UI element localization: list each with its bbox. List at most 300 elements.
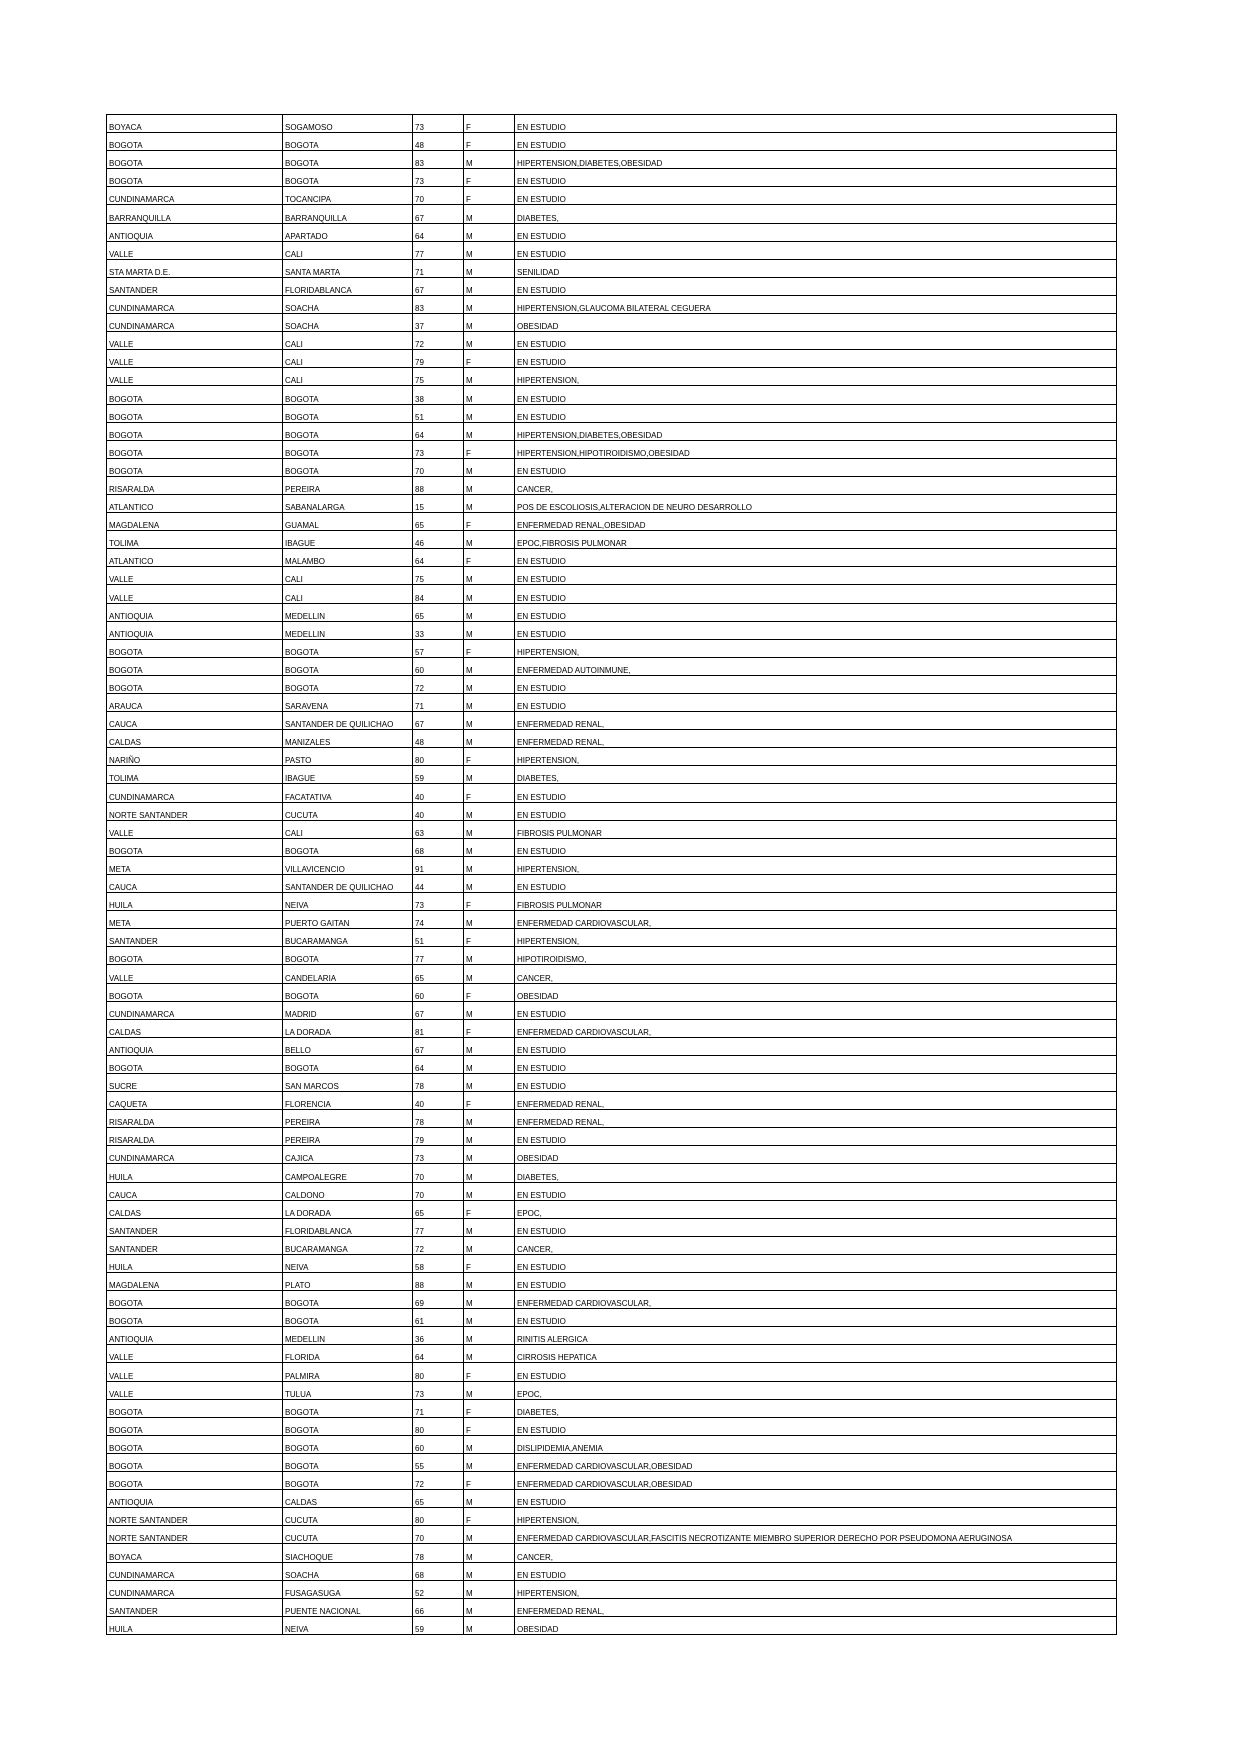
sex-cell: M xyxy=(464,476,515,494)
city-cell: BOGOTA xyxy=(283,1435,413,1453)
sex-cell: M xyxy=(464,1327,515,1345)
department-cell: BOGOTA xyxy=(107,169,283,187)
data-table xyxy=(106,114,1117,1635)
sex-cell: M xyxy=(464,1110,515,1128)
table-row xyxy=(107,513,1117,531)
age-cell: 40 xyxy=(413,802,464,820)
condition-cell: EN ESTUDIO xyxy=(515,1309,1117,1327)
city-cell: SOACHA xyxy=(283,314,413,332)
city-cell: CALDAS xyxy=(283,1490,413,1508)
sex-cell: M xyxy=(464,458,515,476)
department-cell: BOGOTA xyxy=(107,386,283,404)
city-cell: CALI xyxy=(283,585,413,603)
city-cell: SOACHA xyxy=(283,295,413,313)
condition-cell: DIABETES, xyxy=(515,205,1117,223)
condition-cell: EN ESTUDIO xyxy=(515,784,1117,802)
city-cell: BOGOTA xyxy=(283,838,413,856)
city-cell: CALDONO xyxy=(283,1182,413,1200)
age-cell: 73 xyxy=(413,893,464,911)
city-cell: CALI xyxy=(283,368,413,386)
table-row xyxy=(107,1399,1117,1417)
condition-cell: FIBROSIS PULMONAR xyxy=(515,820,1117,838)
department-cell: CAUCA xyxy=(107,874,283,892)
sex-cell: F xyxy=(464,1508,515,1526)
condition-cell: EN ESTUDIO xyxy=(515,223,1117,241)
age-cell: 52 xyxy=(413,1580,464,1598)
city-cell: SANTANDER DE QUILICHAO xyxy=(283,712,413,730)
age-cell: 36 xyxy=(413,1327,464,1345)
table-row xyxy=(107,1073,1117,1091)
age-cell: 44 xyxy=(413,874,464,892)
age-cell: 75 xyxy=(413,567,464,585)
sex-cell: M xyxy=(464,241,515,259)
sex-cell: M xyxy=(464,603,515,621)
department-cell: ATLANTICO xyxy=(107,494,283,512)
age-cell: 63 xyxy=(413,820,464,838)
city-cell: BOGOTA xyxy=(283,1472,413,1490)
table-row xyxy=(107,621,1117,639)
age-cell: 65 xyxy=(413,513,464,531)
table-row xyxy=(107,784,1117,802)
table-row xyxy=(107,1616,1117,1634)
sex-cell: M xyxy=(464,1291,515,1309)
city-cell: BOGOTA xyxy=(283,422,413,440)
table-row xyxy=(107,1200,1117,1218)
city-cell: PEREIRA xyxy=(283,1110,413,1128)
city-cell: PUENTE NACIONAL xyxy=(283,1598,413,1616)
sex-cell: M xyxy=(464,657,515,675)
sex-cell: M xyxy=(464,223,515,241)
table-row xyxy=(107,1128,1117,1146)
age-cell: 64 xyxy=(413,1055,464,1073)
city-cell: MEDELLIN xyxy=(283,621,413,639)
table-row xyxy=(107,386,1117,404)
department-cell: TOLIMA xyxy=(107,531,283,549)
city-cell: SANTA MARTA xyxy=(283,259,413,277)
department-cell: RISARALDA xyxy=(107,476,283,494)
sex-cell: F xyxy=(464,893,515,911)
table-row xyxy=(107,1490,1117,1508)
condition-cell: ENFERMEDAD CARDIOVASCULAR,FASCITIS NECROTIZANTE MIEMBRO SUPERIOR DERECHO POR PSEUDOMONA AERUGINOSA xyxy=(515,1526,1117,1544)
age-cell: 78 xyxy=(413,1073,464,1091)
city-cell: BOGOTA xyxy=(283,133,413,151)
city-cell: PEREIRA xyxy=(283,1128,413,1146)
table-row xyxy=(107,368,1117,386)
table-row xyxy=(107,494,1117,512)
condition-cell: HIPERTENSION, xyxy=(515,1508,1117,1526)
city-cell: BOGOTA xyxy=(283,639,413,657)
sex-cell: M xyxy=(464,947,515,965)
department-cell: SUCRE xyxy=(107,1073,283,1091)
sex-cell: M xyxy=(464,422,515,440)
condition-cell: ENFERMEDAD RENAL, xyxy=(515,1110,1117,1128)
condition-cell: EPOC,FIBROSIS PULMONAR xyxy=(515,531,1117,549)
city-cell: BOGOTA xyxy=(283,169,413,187)
table-row xyxy=(107,1345,1117,1363)
department-cell: VALLE xyxy=(107,567,283,585)
condition-cell: OBESIDAD xyxy=(515,1146,1117,1164)
table-row xyxy=(107,549,1117,567)
condition-cell: EN ESTUDIO xyxy=(515,169,1117,187)
department-cell: RISARALDA xyxy=(107,1110,283,1128)
condition-cell: CANCER, xyxy=(515,965,1117,983)
department-cell: ANTIOQUIA xyxy=(107,1490,283,1508)
age-cell: 80 xyxy=(413,1417,464,1435)
city-cell: BOGOTA xyxy=(283,657,413,675)
sex-cell: F xyxy=(464,1200,515,1218)
table-row xyxy=(107,947,1117,965)
city-cell: PLATO xyxy=(283,1273,413,1291)
age-cell: 70 xyxy=(413,1164,464,1182)
age-cell: 66 xyxy=(413,1598,464,1616)
sex-cell: M xyxy=(464,1526,515,1544)
city-cell: SARAVENA xyxy=(283,694,413,712)
department-cell: BOGOTA xyxy=(107,639,283,657)
condition-cell: DIABETES, xyxy=(515,766,1117,784)
age-cell: 78 xyxy=(413,1110,464,1128)
city-cell: TOCANCIPA xyxy=(283,187,413,205)
age-cell: 60 xyxy=(413,657,464,675)
sex-cell: F xyxy=(464,748,515,766)
condition-cell: EN ESTUDIO xyxy=(515,1001,1117,1019)
table-row xyxy=(107,929,1117,947)
condition-cell: CANCER, xyxy=(515,1236,1117,1254)
table-row xyxy=(107,603,1117,621)
sex-cell: M xyxy=(464,1616,515,1634)
age-cell: 78 xyxy=(413,1544,464,1562)
age-cell: 70 xyxy=(413,458,464,476)
condition-cell: RINITIS ALERGICA xyxy=(515,1327,1117,1345)
department-cell: VALLE xyxy=(107,350,283,368)
city-cell: FLORENCIA xyxy=(283,1092,413,1110)
sex-cell: F xyxy=(464,440,515,458)
condition-cell: SENILIDAD xyxy=(515,259,1117,277)
city-cell: LA DORADA xyxy=(283,1200,413,1218)
sex-cell: M xyxy=(464,730,515,748)
department-cell: VALLE xyxy=(107,1381,283,1399)
department-cell: ARAUCA xyxy=(107,694,283,712)
table-row xyxy=(107,1508,1117,1526)
age-cell: 77 xyxy=(413,947,464,965)
condition-cell: EN ESTUDIO xyxy=(515,1490,1117,1508)
sex-cell: M xyxy=(464,1345,515,1363)
age-cell: 74 xyxy=(413,911,464,929)
city-cell: BOGOTA xyxy=(283,1453,413,1471)
table-row xyxy=(107,151,1117,169)
condition-cell: ENFERMEDAD RENAL, xyxy=(515,1092,1117,1110)
table-row xyxy=(107,1291,1117,1309)
sex-cell: F xyxy=(464,549,515,567)
sex-cell: F xyxy=(464,513,515,531)
table-row xyxy=(107,440,1117,458)
department-cell: VALLE xyxy=(107,368,283,386)
condition-cell: ENFERMEDAD AUTOINMUNE, xyxy=(515,657,1117,675)
sex-cell: M xyxy=(464,368,515,386)
sex-cell: M xyxy=(464,1146,515,1164)
condition-cell: FIBROSIS PULMONAR xyxy=(515,893,1117,911)
city-cell: VILLAVICENCIO xyxy=(283,856,413,874)
sex-cell: M xyxy=(464,151,515,169)
condition-cell: ENFERMEDAD CARDIOVASCULAR, xyxy=(515,1291,1117,1309)
condition-cell: DISLIPIDEMIA,ANEMIA xyxy=(515,1435,1117,1453)
sex-cell: M xyxy=(464,856,515,874)
sex-cell: M xyxy=(464,1453,515,1471)
sex-cell: M xyxy=(464,205,515,223)
table-row xyxy=(107,1381,1117,1399)
department-cell: BOGOTA xyxy=(107,1291,283,1309)
age-cell: 65 xyxy=(413,1490,464,1508)
city-cell: BOGOTA xyxy=(283,1309,413,1327)
table-row xyxy=(107,730,1117,748)
city-cell: GUAMAL xyxy=(283,513,413,531)
age-cell: 73 xyxy=(413,115,464,133)
sex-cell: F xyxy=(464,133,515,151)
age-cell: 77 xyxy=(413,241,464,259)
sex-cell: M xyxy=(464,1164,515,1182)
city-cell: BOGOTA xyxy=(283,947,413,965)
sex-cell: M xyxy=(464,295,515,313)
department-cell: CUNDINAMARCA xyxy=(107,1001,283,1019)
city-cell: BOGOTA xyxy=(283,440,413,458)
sex-cell: F xyxy=(464,350,515,368)
department-cell: VALLE xyxy=(107,1363,283,1381)
department-cell: SANTANDER xyxy=(107,1598,283,1616)
condition-cell: EN ESTUDIO xyxy=(515,332,1117,350)
table-row xyxy=(107,965,1117,983)
city-cell: IBAGUE xyxy=(283,531,413,549)
age-cell: 83 xyxy=(413,151,464,169)
department-cell: BOGOTA xyxy=(107,983,283,1001)
table-row xyxy=(107,675,1117,693)
department-cell: BOGOTA xyxy=(107,458,283,476)
city-cell: BOGOTA xyxy=(283,404,413,422)
table-row xyxy=(107,241,1117,259)
city-cell: SIACHOQUE xyxy=(283,1544,413,1562)
table-row xyxy=(107,585,1117,603)
city-cell: CUCUTA xyxy=(283,802,413,820)
condition-cell: HIPERTENSION, xyxy=(515,1580,1117,1598)
condition-cell: HIPERTENSION,GLAUCOMA BILATERAL CEGUERA xyxy=(515,295,1117,313)
city-cell: FLORIDABLANCA xyxy=(283,1218,413,1236)
sex-cell: M xyxy=(464,1236,515,1254)
city-cell: BOGOTA xyxy=(283,151,413,169)
sex-cell: F xyxy=(464,1092,515,1110)
sex-cell: F xyxy=(464,1254,515,1272)
department-cell: BOGOTA xyxy=(107,1055,283,1073)
age-cell: 68 xyxy=(413,838,464,856)
table-row xyxy=(107,1580,1117,1598)
condition-cell: EN ESTUDIO xyxy=(515,115,1117,133)
age-cell: 64 xyxy=(413,422,464,440)
age-cell: 91 xyxy=(413,856,464,874)
department-cell: TOLIMA xyxy=(107,766,283,784)
city-cell: BOGOTA xyxy=(283,983,413,1001)
sex-cell: M xyxy=(464,1073,515,1091)
condition-cell: ENFERMEDAD CARDIOVASCULAR,OBESIDAD xyxy=(515,1453,1117,1471)
sex-cell: M xyxy=(464,1490,515,1508)
table-row xyxy=(107,1273,1117,1291)
table-row xyxy=(107,169,1117,187)
age-cell: 59 xyxy=(413,1616,464,1634)
condition-cell: ENFERMEDAD CARDIOVASCULAR,OBESIDAD xyxy=(515,1472,1117,1490)
age-cell: 88 xyxy=(413,476,464,494)
age-cell: 71 xyxy=(413,1399,464,1417)
department-cell: BOGOTA xyxy=(107,1417,283,1435)
department-cell: BOGOTA xyxy=(107,1309,283,1327)
table-row xyxy=(107,1598,1117,1616)
condition-cell: ENFERMEDAD CARDIOVASCULAR, xyxy=(515,1019,1117,1037)
age-cell: 88 xyxy=(413,1273,464,1291)
department-cell: BARRANQUILLA xyxy=(107,205,283,223)
department-cell: BOGOTA xyxy=(107,404,283,422)
age-cell: 60 xyxy=(413,1435,464,1453)
condition-cell: HIPERTENSION,DIABETES,OBESIDAD xyxy=(515,151,1117,169)
sex-cell: F xyxy=(464,1363,515,1381)
condition-cell: EN ESTUDIO xyxy=(515,1037,1117,1055)
condition-cell: EN ESTUDIO xyxy=(515,675,1117,693)
table-row xyxy=(107,332,1117,350)
department-cell: CUNDINAMARCA xyxy=(107,784,283,802)
sex-cell: M xyxy=(464,1182,515,1200)
sex-cell: F xyxy=(464,983,515,1001)
city-cell: PUERTO GAITAN xyxy=(283,911,413,929)
condition-cell: HIPERTENSION,DIABETES,OBESIDAD xyxy=(515,422,1117,440)
department-cell: BOGOTA xyxy=(107,151,283,169)
condition-cell: EN ESTUDIO xyxy=(515,1417,1117,1435)
age-cell: 79 xyxy=(413,350,464,368)
condition-cell: EN ESTUDIO xyxy=(515,549,1117,567)
table-row xyxy=(107,1417,1117,1435)
department-cell: NARIÑO xyxy=(107,748,283,766)
condition-cell: EN ESTUDIO xyxy=(515,1562,1117,1580)
sex-cell: M xyxy=(464,838,515,856)
sex-cell: F xyxy=(464,1019,515,1037)
age-cell: 72 xyxy=(413,1472,464,1490)
table-row xyxy=(107,567,1117,585)
department-cell: CUNDINAMARCA xyxy=(107,1146,283,1164)
table-row xyxy=(107,1001,1117,1019)
condition-cell: OBESIDAD xyxy=(515,983,1117,1001)
department-cell: SANTANDER xyxy=(107,929,283,947)
table-row xyxy=(107,657,1117,675)
table-row xyxy=(107,133,1117,151)
city-cell: MEDELLIN xyxy=(283,1327,413,1345)
department-cell: STA MARTA D.E. xyxy=(107,259,283,277)
condition-cell: CIRROSIS HEPATICA xyxy=(515,1345,1117,1363)
age-cell: 67 xyxy=(413,712,464,730)
city-cell: CALI xyxy=(283,350,413,368)
department-cell: BOGOTA xyxy=(107,422,283,440)
sex-cell: M xyxy=(464,694,515,712)
table-row xyxy=(107,1562,1117,1580)
sex-cell: M xyxy=(464,1037,515,1055)
age-cell: 67 xyxy=(413,1037,464,1055)
table-row xyxy=(107,295,1117,313)
table-row xyxy=(107,1019,1117,1037)
condition-cell: EN ESTUDIO xyxy=(515,621,1117,639)
city-cell: CALI xyxy=(283,820,413,838)
department-cell: ANTIOQUIA xyxy=(107,621,283,639)
department-cell: BOGOTA xyxy=(107,675,283,693)
city-cell: BOGOTA xyxy=(283,386,413,404)
age-cell: 37 xyxy=(413,314,464,332)
condition-cell: EN ESTUDIO xyxy=(515,603,1117,621)
age-cell: 57 xyxy=(413,639,464,657)
condition-cell: ENFERMEDAD RENAL, xyxy=(515,712,1117,730)
age-cell: 67 xyxy=(413,205,464,223)
city-cell: LA DORADA xyxy=(283,1019,413,1037)
table-row xyxy=(107,1327,1117,1345)
department-cell: META xyxy=(107,911,283,929)
department-cell: CALDAS xyxy=(107,730,283,748)
age-cell: 80 xyxy=(413,748,464,766)
sex-cell: M xyxy=(464,712,515,730)
condition-cell: DIABETES, xyxy=(515,1399,1117,1417)
city-cell: CANDELARIA xyxy=(283,965,413,983)
table-row xyxy=(107,856,1117,874)
age-cell: 61 xyxy=(413,1309,464,1327)
department-cell: BOGOTA xyxy=(107,440,283,458)
sex-cell: M xyxy=(464,911,515,929)
table-row xyxy=(107,911,1117,929)
table-row xyxy=(107,748,1117,766)
condition-cell: EN ESTUDIO xyxy=(515,1182,1117,1200)
condition-cell: EN ESTUDIO xyxy=(515,802,1117,820)
age-cell: 70 xyxy=(413,1526,464,1544)
sex-cell: M xyxy=(464,531,515,549)
condition-cell: EN ESTUDIO xyxy=(515,874,1117,892)
age-cell: 79 xyxy=(413,1128,464,1146)
department-cell: CALDAS xyxy=(107,1200,283,1218)
city-cell: NEIVA xyxy=(283,1254,413,1272)
table-row xyxy=(107,639,1117,657)
age-cell: 71 xyxy=(413,694,464,712)
department-cell: HUILA xyxy=(107,1254,283,1272)
table-row xyxy=(107,838,1117,856)
sex-cell: M xyxy=(464,621,515,639)
age-cell: 40 xyxy=(413,784,464,802)
condition-cell: HIPERTENSION, xyxy=(515,929,1117,947)
table-row xyxy=(107,1110,1117,1128)
city-cell: CUCUTA xyxy=(283,1526,413,1544)
sex-cell: M xyxy=(464,874,515,892)
condition-cell: EN ESTUDIO xyxy=(515,187,1117,205)
department-cell: CUNDINAMARCA xyxy=(107,1580,283,1598)
sex-cell: M xyxy=(464,1381,515,1399)
department-cell: CALDAS xyxy=(107,1019,283,1037)
condition-cell: EN ESTUDIO xyxy=(515,133,1117,151)
age-cell: 38 xyxy=(413,386,464,404)
department-cell: BOGOTA xyxy=(107,1472,283,1490)
sex-cell: M xyxy=(464,1435,515,1453)
department-cell: CUNDINAMARCA xyxy=(107,295,283,313)
department-cell: CAQUETA xyxy=(107,1092,283,1110)
condition-cell: EN ESTUDIO xyxy=(515,694,1117,712)
city-cell: PALMIRA xyxy=(283,1363,413,1381)
city-cell: CAJICA xyxy=(283,1146,413,1164)
city-cell: MEDELLIN xyxy=(283,603,413,621)
table-row xyxy=(107,476,1117,494)
condition-cell: EN ESTUDIO xyxy=(515,1363,1117,1381)
condition-cell: EN ESTUDIO xyxy=(515,838,1117,856)
department-cell: BOYACA xyxy=(107,115,283,133)
table-row xyxy=(107,983,1117,1001)
condition-cell: EN ESTUDIO xyxy=(515,567,1117,585)
age-cell: 75 xyxy=(413,368,464,386)
table-row xyxy=(107,766,1117,784)
sex-cell: M xyxy=(464,1001,515,1019)
sex-cell: M xyxy=(464,766,515,784)
